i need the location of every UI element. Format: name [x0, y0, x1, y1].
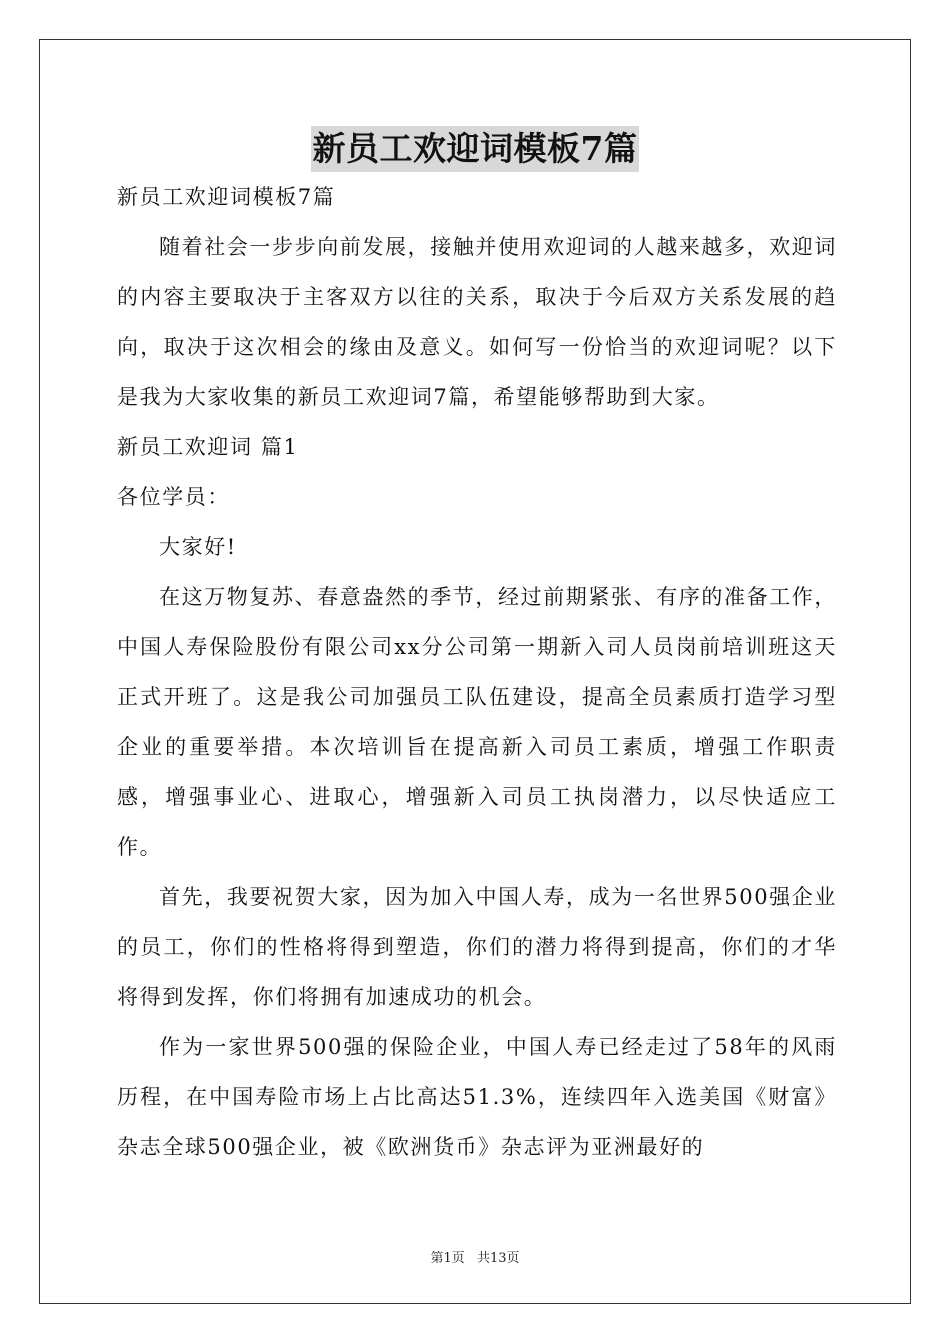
paragraph: 首先，我要祝贺大家，因为加入中国人寿，成为一名世界500强企业的员工，你们的性格将得到塑造，你们的潜力将得到提高，你们的才华将得到发挥，你们将拥有加速成功的机会。	[117, 885, 837, 1009]
title-container	[0, 126, 950, 172]
paragraph: 大家好!	[159, 535, 237, 559]
paragraph: 新员工欢迎词 篇1	[117, 435, 299, 459]
page-number: 第1页	[430, 1251, 465, 1266]
paragraph: 各位学员：	[117, 485, 230, 509]
paragraph: 作为一家世界500强的保险企业，中国人寿已经走过了58年的风雨历程，在中国寿险市场上占比高达51.3%，连续四年入选美国《财富》杂志全球500强企业，被《欧洲货币》杂志评为亚洲最好的	[117, 1035, 837, 1159]
document-title: 新员工欢迎词模板7篇	[311, 126, 640, 172]
paragraph: 随着社会一步步向前发展，接触并使用欢迎词的人越来越多，欢迎词的内容主要取决于主客双方以往的关系，取决于今后双方关系发展的趋向，取决于这次相会的缘由及意义。如何写一份恰当的欢迎词呢？以下是我为大家收集的新员工欢迎词7篇，希望能够帮助到大家。	[117, 235, 837, 409]
document-body	[117, 172, 837, 1172]
page-footer	[0, 1247, 950, 1266]
page-total: 共13页	[476, 1251, 520, 1266]
paragraph: 在这万物复苏、春意盎然的季节，经过前期紧张、有序的准备工作，中国人寿保险股份有限公司xx分公司第一期新入司人员岗前培训班这天正式开班了。这是我公司加强员工队伍建设，提高全员素质打造学习型企业的重要举措。本次培训旨在提高新入司员工素质，增强工作职责感，增强事业心、进取心，增强新入司员工执岗潜力，以尽快适应工作。	[117, 585, 837, 859]
paragraph: 新员工欢迎词模板7篇	[117, 185, 336, 209]
